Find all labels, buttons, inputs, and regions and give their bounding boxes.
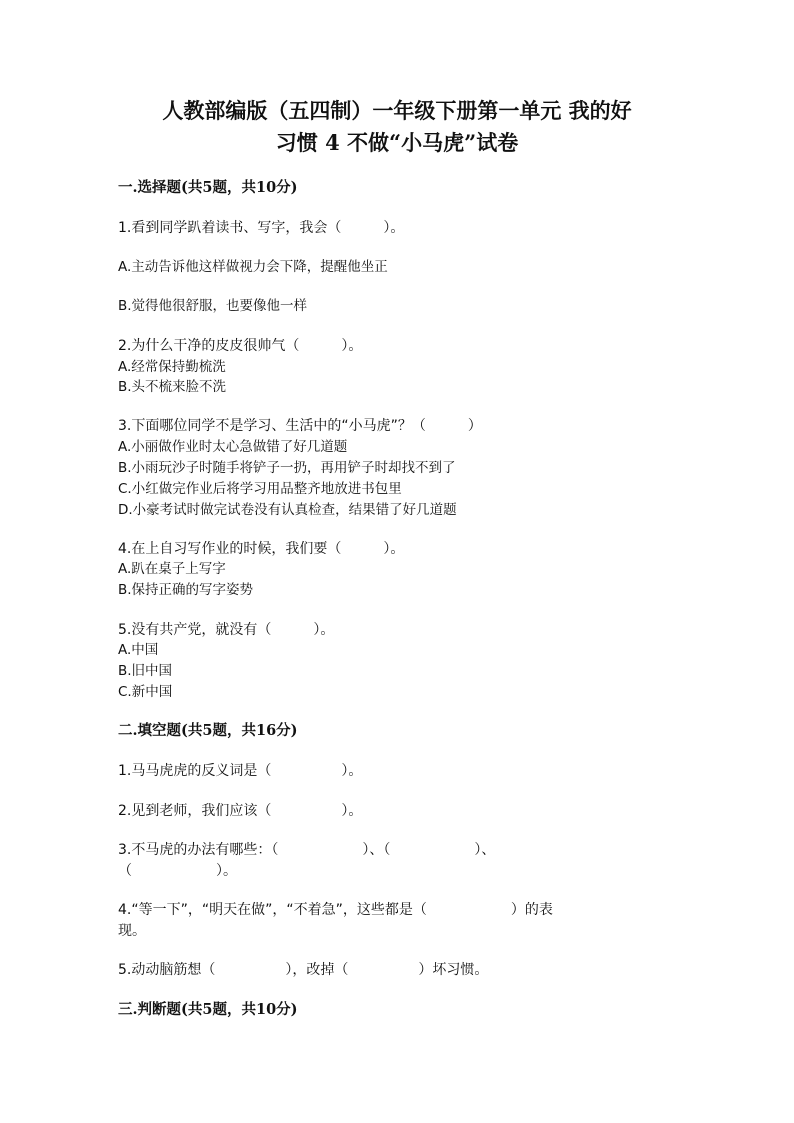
choice-q4-stem: 4.在上自习写作业的时候，我们要（ ）。 [118, 541, 405, 557]
fill-q4-line-2: 现。 [118, 923, 146, 939]
title-line-2: 习惯 4 不做“小马虎”试卷 [275, 130, 519, 155]
choice-q3-stem: 3.下面哪位同学不是学习、生活中的“小马虎”？（ ） [118, 418, 482, 434]
section-heading-choice: 一.选择题(共5题，共10分) [118, 179, 298, 196]
choice-q3-option-a: A.小丽做作业时太心急做错了好几道题 [118, 439, 348, 455]
choice-q5-option-a: A.中国 [118, 642, 159, 658]
fill-q3-line-2: （ ）。 [118, 863, 237, 879]
section-heading-fill: 二.填空题(共5题，共16分) [118, 722, 298, 739]
choice-q5-stem: 5.没有共产党，就没有（ ）。 [118, 622, 335, 638]
choice-q3-option-d: D.小豪考试时做完试卷没有认真检查，结果错了好几道题 [118, 502, 457, 518]
choice-q4-option-a: A.趴在桌子上写字 [118, 561, 226, 577]
fill-q3-line-1: 3.不马虎的办法有哪些：（ ）、（ ）、 [118, 842, 496, 858]
choice-q1-option-a: A.主动告诉他这样做视力会下降，提醒他坐正 [118, 259, 388, 275]
choice-q3-option-b: B.小雨玩沙子时随手将铲子一扔，再用铲子时却找不到了 [118, 460, 456, 476]
section-heading-judge: 三.判断题(共5题，共10分) [118, 1001, 298, 1018]
choice-q2-stem: 2.为什么干净的皮皮很帅气（ ）。 [118, 338, 363, 354]
choice-q2-option-a: A.经常保持勤梳洗 [118, 359, 226, 375]
fill-q2: 2.见到老师，我们应该（ ）。 [118, 803, 363, 819]
choice-q3-option-c: C.小红做完作业后将学习用品整齐地放进书包里 [118, 481, 402, 497]
title-line-1: 人教部编版（五四制）一年级下册第一单元 我的好 [162, 98, 632, 123]
choice-q5-option-c: C.新中国 [118, 684, 173, 700]
choice-q4-option-b: B.保持正确的写字姿势 [118, 582, 254, 598]
fill-q1: 1.马马虎虎的反义词是（ ）。 [118, 763, 363, 779]
choice-q1-stem: 1.看到同学趴着读书、写字，我会（ ）。 [118, 220, 405, 236]
fill-q4-line-1: 4.“等一下”，“明天在做”，“不着急”，这些都是（ ）的表 [118, 902, 553, 918]
fill-q5: 5.动动脑筋想（ ），改掉（ ）坏习惯。 [118, 962, 489, 978]
choice-q5-option-b: B.旧中国 [118, 663, 173, 679]
choice-q2-option-b: B.头不梳来脸不洗 [118, 379, 227, 395]
choice-q1-option-b: B.觉得他很舒服，也要像他一样 [118, 298, 308, 314]
